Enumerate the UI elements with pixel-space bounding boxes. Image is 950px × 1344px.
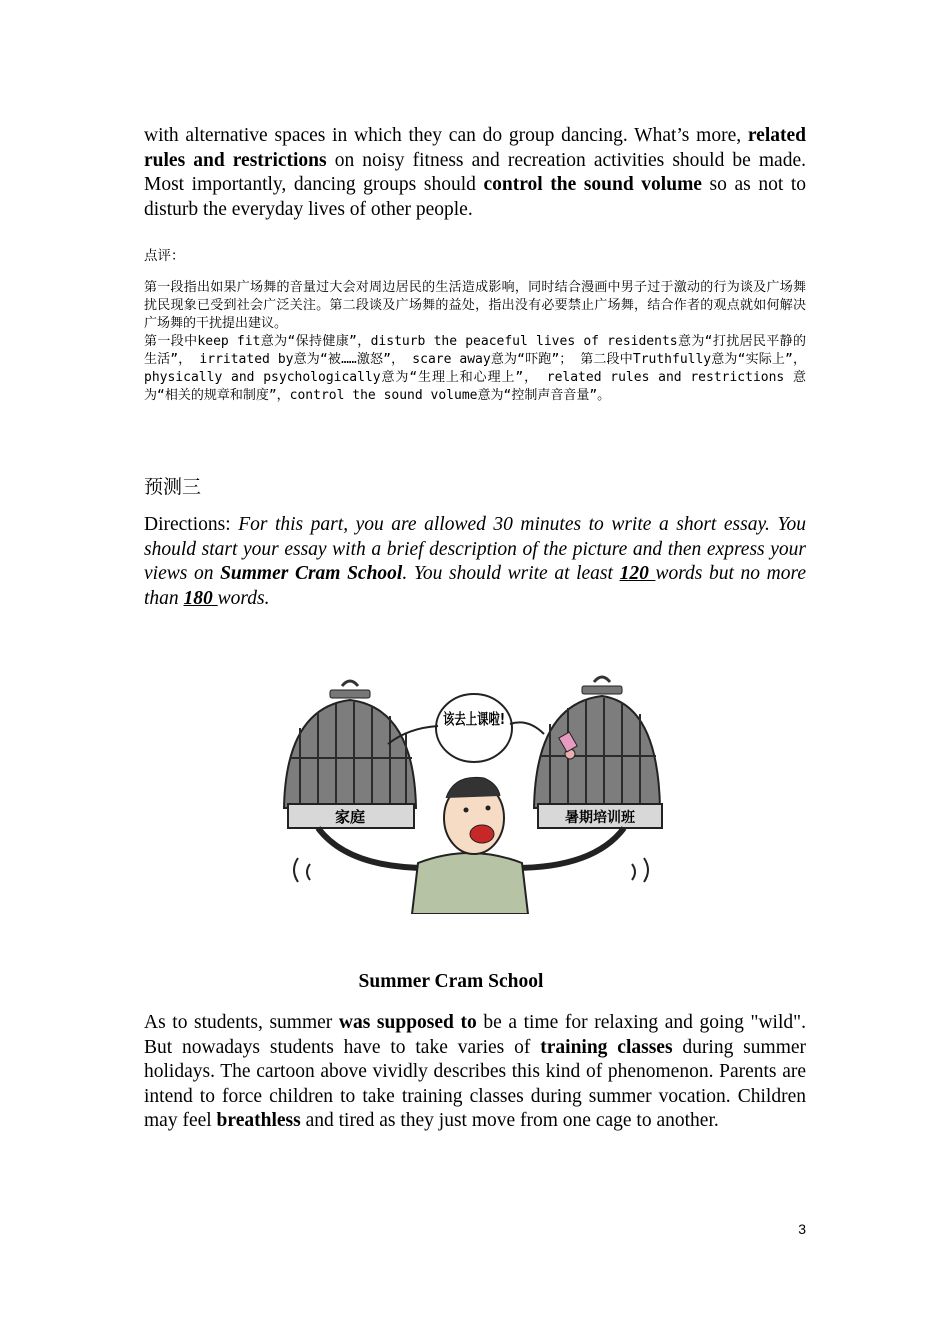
intro-text-3: so as not to disturb the everyday lives of other people. bbox=[144, 174, 806, 220]
essay-text-2: be a time for relaxing and going "wild". But nowadays students have to take varies of bbox=[144, 1012, 806, 1058]
max-word-count: 180 bbox=[183, 587, 218, 609]
essay-bold-3: breathless bbox=[216, 1110, 301, 1131]
essay-paragraph bbox=[144, 1011, 806, 1134]
essay-text-3: during summer holidays. The cartoon above vividly describes this kind of phenomenon. Parents are intend to force children to take training classes during summer vocation. Children may feel bbox=[144, 1036, 807, 1131]
review-paragraph-2: 第一段中keep fit意为“保持健康”，disturb the peaceful lives of residents意为“打扰居民平静的生活”， irritated by意为“被……激怒”， scare away意为“吓跑”； 第二段中Truthfully意为“实际上”， physically and psychologically意为“生理上和心理上”， related rules and restrictions 意为“相关的规章和制度”，control the sound volume意为“控制声音音量”。 bbox=[144, 334, 806, 403]
right-cage-label: 暑期培训班 bbox=[565, 810, 635, 826]
left-cage bbox=[284, 681, 416, 828]
directions-text-1: For this part, you are allowed 30 minutes to write a short essay. You should start your essay with a brief description of the picture and then express your views on bbox=[144, 514, 806, 584]
right-cage bbox=[534, 677, 662, 828]
page-number: 3 bbox=[798, 1221, 806, 1237]
intro-bold-2: control the sound volume bbox=[483, 174, 702, 195]
directions-label: Directions: bbox=[144, 514, 239, 535]
cartoon-illustration bbox=[278, 668, 664, 914]
directions-topic: Summer Cram School bbox=[220, 563, 403, 584]
directions-text-3: words but no more than bbox=[144, 563, 807, 609]
directions-text-4: words. bbox=[217, 587, 270, 609]
section-title: 预测三 bbox=[144, 477, 202, 498]
left-cage-label: 家庭 bbox=[334, 808, 366, 826]
directions-text-2: . You should write at least bbox=[402, 563, 620, 584]
essay-text-1: As to students, summer bbox=[144, 1012, 339, 1033]
essay-bold-2: training classes bbox=[540, 1036, 673, 1058]
essay-text-4: and tired as they just move from one cage to another. bbox=[300, 1110, 719, 1131]
intro-paragraph bbox=[144, 124, 806, 222]
speech-text: 该去上课啦! bbox=[443, 710, 505, 728]
intro-bold-1: related rules and restrictions bbox=[144, 125, 806, 171]
directions-paragraph bbox=[144, 513, 806, 611]
min-word-count: 120 bbox=[619, 563, 656, 584]
essay-title: Summer Cram School bbox=[358, 971, 544, 992]
review-paragraph-1: 第一段指出如果广场舞的音量过大会对周边居民的生活造成影响，同时结合漫画中男子过于激动的行为谈及广场舞扰民现象已受到社会广泛关注。第二段谈及广场舞的益处，指出没有必要禁止广场舞，结合作者的观点就如何解决广场舞的干扰提出建议。 bbox=[144, 280, 806, 331]
review-label: 点评： bbox=[144, 248, 185, 264]
review-body bbox=[144, 279, 806, 405]
speech-bubble bbox=[388, 694, 544, 762]
intro-text-2: on noisy fitness and recreation activities should be made. Most importantly, dancing groups should bbox=[144, 149, 806, 195]
essay-bold-1: was supposed to bbox=[338, 1012, 477, 1033]
intro-text-1: with alternative spaces in which they can do group dancing. What’s more, bbox=[144, 125, 748, 146]
